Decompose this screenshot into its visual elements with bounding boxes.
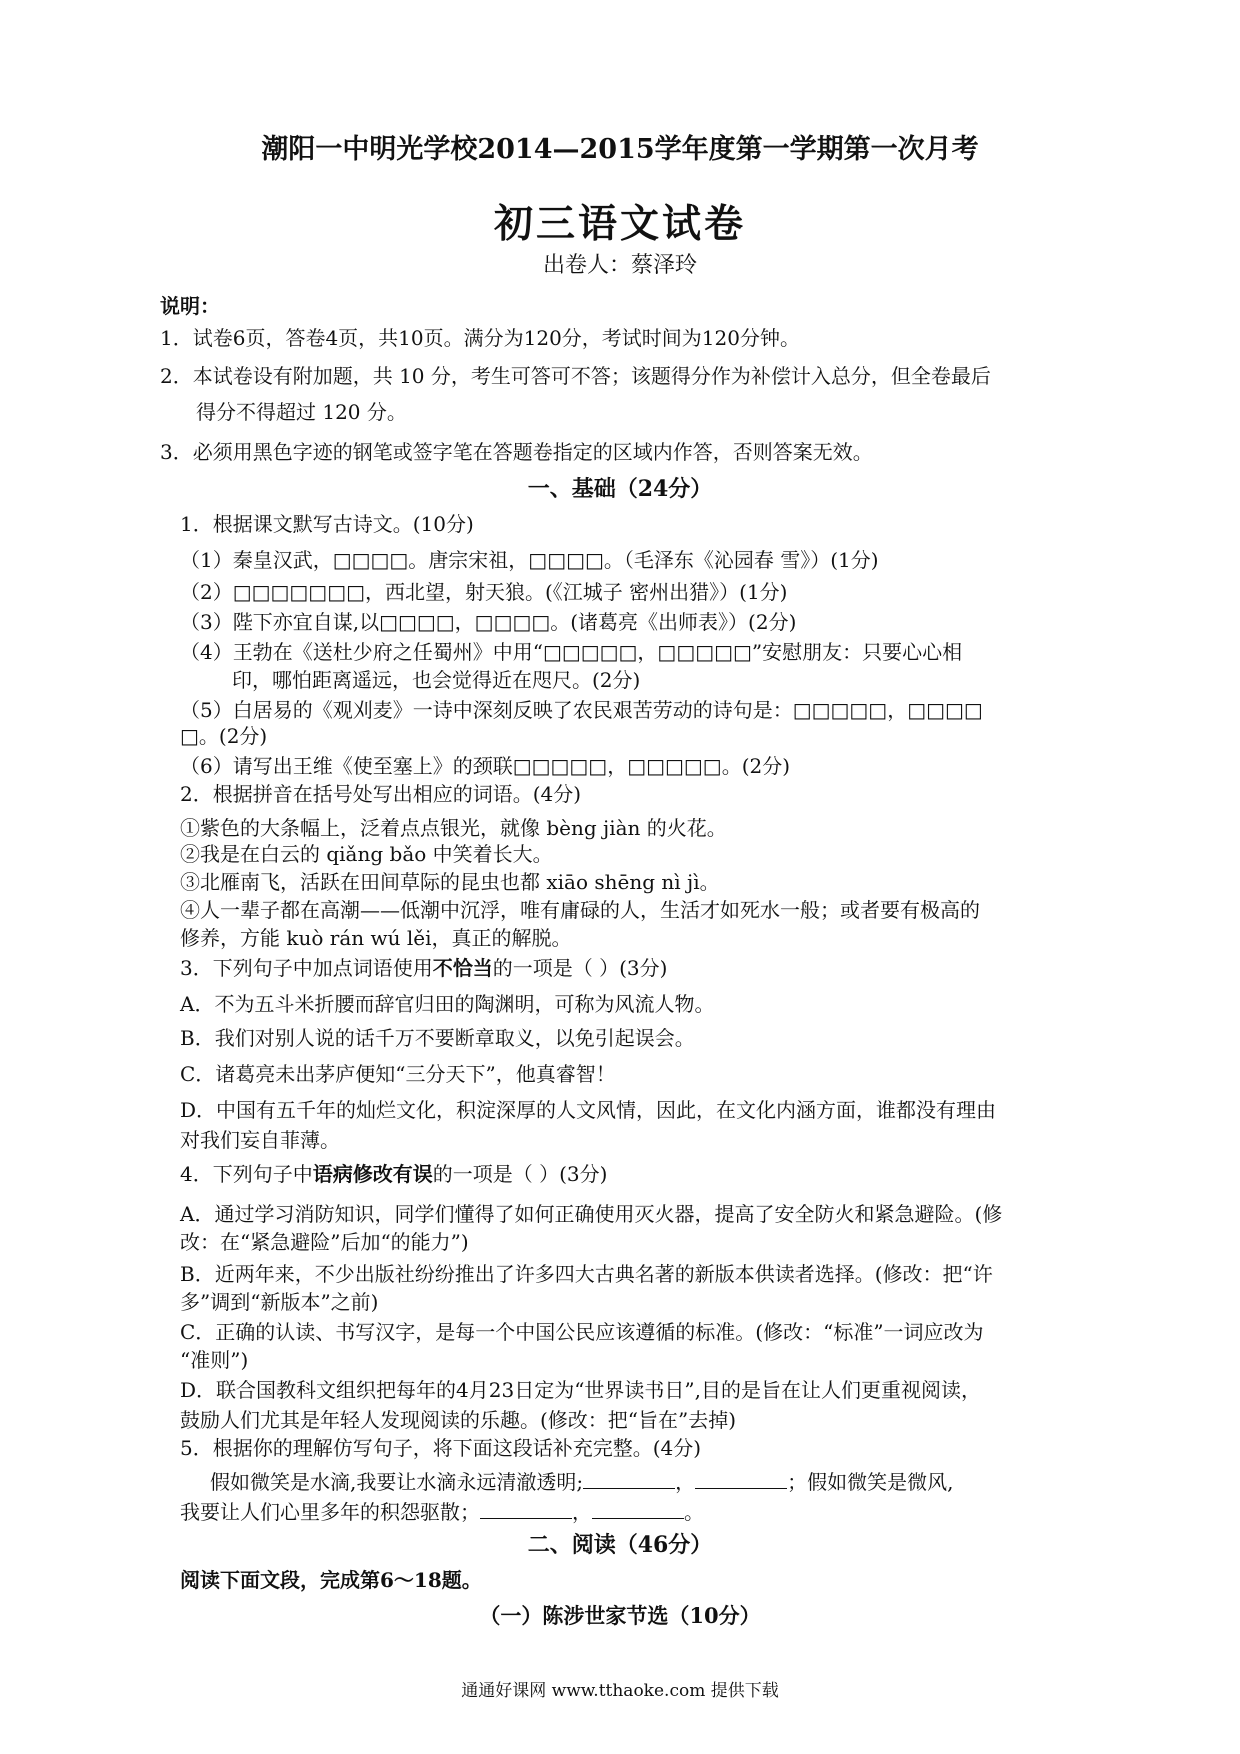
- question-5-stem: 5．根据你的理解仿写句子，将下面这段话补充完整。(4分): [180, 1436, 702, 1460]
- question-2-item: ②我是在白云的 qiǎng bǎo 中笑着长大。: [180, 842, 553, 866]
- question-4-option: “准则”): [180, 1348, 249, 1372]
- question-1-item: 印，哪怕距离遥远，也会觉得近在咫尺。(2分): [232, 668, 641, 692]
- question-2-item: ①紫色的大条幅上，泛着点点银光，就像 bèng jiàn 的火花。: [180, 816, 727, 840]
- question-2-item: ③北雁南飞，活跃在田间草际的昆虫也都 xiāo shēng nì jì。: [180, 870, 720, 894]
- question-5-text: ；假如微笑是微风,: [787, 1470, 954, 1494]
- instruction-item: 3．必须用黑色字迹的钢笔或签字笔在答题卷指定的区域内作答，否则答案无效。: [160, 440, 873, 464]
- question-3-stem-emphasis: 不恰当: [432, 956, 493, 980]
- question-5-separator: ，: [572, 1500, 592, 1524]
- paper-title: 初三语文试卷: [493, 201, 746, 247]
- question-1-item: （5）白居易的《观刈麦》一诗中深刻反映了农民艰苦劳动的诗句是：□□□□□，□□□□: [180, 698, 983, 722]
- instruction-item: 2．本试卷设有附加题，共 10 分，考生可答可不答；该题得分作为补偿计入总分，但全卷最后: [160, 364, 991, 388]
- question-3-option: A．不为五斗米折腰而辞官归田的陶渊明，可称为风流人物。: [180, 992, 715, 1016]
- instructions-heading: 说明：: [160, 294, 220, 318]
- instruction-item: 得分不得超过 120 分。: [196, 400, 407, 424]
- question-2-item: 修养，方能 kuò rán wú lěi，真正的解脱。: [180, 926, 572, 950]
- question-2-stem: 2．根据拼音在括号处写出相应的词语。(4分): [180, 782, 582, 806]
- question-4-stem-pre: 4．下列句子中: [180, 1162, 313, 1186]
- question-4-option: 鼓励人们尤其是年轻人发现阅读的乐趣。(修改：把“旨在”去掉): [180, 1408, 737, 1432]
- question-3-stem-post: 的一项是（ ）(3分): [492, 956, 668, 980]
- question-4-stem: [180, 1158, 607, 1187]
- answer-blank[interactable]: [592, 1500, 684, 1519]
- question-1-item: （3）陛下亦宜自谋,以□□□□，□□□□。(诸葛亮《出师表》）(2分): [180, 610, 797, 634]
- question-4-stem-emphasis: 语病修改有误: [312, 1162, 433, 1186]
- question-4-option: A．通过学习消防知识，同学们懂得了如何正确使用灭火器，提高了安全防火和紧急避险。(修: [180, 1202, 1003, 1226]
- question-4-stem-post: 的一项是（ ）(3分): [432, 1162, 608, 1186]
- answer-blank[interactable]: [480, 1500, 572, 1519]
- question-5-line2: [180, 1496, 704, 1525]
- question-5-line1: [210, 1466, 953, 1495]
- reading-intro: 阅读下面文段，完成第6～18题。: [180, 1568, 482, 1592]
- paper-author: 出卷人：蔡泽玲: [542, 253, 697, 278]
- question-3-stem: [180, 952, 667, 981]
- question-4-option: B．近两年来，不少出版社纷纷推出了许多四大古典名著的新版本供读者选择。(修改：把“许: [180, 1262, 993, 1286]
- question-1-item: （6）请写出王维《使至塞上》的颈联□□□□□，□□□□□。(2分): [180, 754, 791, 778]
- answer-blank[interactable]: [695, 1470, 787, 1489]
- question-2-item: ④人一辈子都在高潮——低潮中沉浮，唯有庸碌的人，生活才如死水一般；或者要有极高的: [180, 898, 980, 922]
- question-1-item: （4）王勃在《送杜少府之任蜀州》中用“□□□□□，□□□□□”安慰朋友：只要心心相: [180, 640, 963, 664]
- answer-blank[interactable]: [583, 1470, 675, 1489]
- instruction-item: 1．试卷6页，答卷4页，共10页。满分为120分，考试时间为120分钟。: [160, 326, 800, 350]
- question-5-text: 假如微笑是水滴,我要让水滴永远清澈透明;: [210, 1470, 584, 1494]
- question-4-option: C．正确的认读、书写汉字，是每一个中国公民应该遵循的标准。(修改：“标准”一词应改为: [180, 1320, 984, 1344]
- question-3-option: B．我们对别人说的话千万不要断章取义，以免引起误会。: [180, 1026, 695, 1050]
- question-3-option: C．诸葛亮未出茅庐便知“三分天下”，他真睿智！: [180, 1062, 616, 1086]
- question-3-stem-pre: 3．下列句子中加点词语使用: [180, 956, 433, 980]
- question-5-end: 。: [684, 1500, 704, 1524]
- section-heading-basics: 一、基础（24分）: [527, 476, 713, 502]
- reading-subheading: （一）陈涉世家节选（10分）: [479, 1603, 761, 1628]
- question-1-item: （2）□□□□□□□，西北望，射天狼。(《江城子 密州出猎》）(1分): [180, 580, 788, 604]
- question-1-item: （1）秦皇汉武，□□□□。唐宗宋祖，□□□□。（毛泽东《沁园春 雪》）(1分): [180, 548, 879, 572]
- question-4-option: D．联合国教科文组织把每年的4月23日定为“世界读书日”,目的是旨在让人们更重视阅读，: [180, 1378, 982, 1402]
- question-5-separator: ，: [675, 1470, 696, 1494]
- section-heading-reading: 二、阅读（46分）: [527, 1532, 713, 1558]
- question-4-option: 改：在“紧急避险”后加“的能力”): [180, 1230, 469, 1254]
- school-title: 潮阳一中明光学校2014—2015学年度第一学期第一次月考: [261, 134, 979, 165]
- question-1-stem: 1．根据课文默写古诗文。(10分): [180, 512, 474, 536]
- question-4-option: 多”调到“新版本”之前): [180, 1290, 379, 1314]
- question-3-option: D．中国有五千年的灿烂文化，积淀深厚的人文风情，因此，在文化内涵方面，谁都没有理由: [180, 1098, 997, 1122]
- question-3-option: 对我们妄自菲薄。: [180, 1128, 340, 1152]
- question-1-item: □。(2分): [180, 724, 268, 748]
- question-5-text: 我要让人们心里多年的积怨驱散；: [180, 1500, 480, 1524]
- page-footer: 通通好课网 www.tthaoke.com 提供下载: [461, 1681, 779, 1701]
